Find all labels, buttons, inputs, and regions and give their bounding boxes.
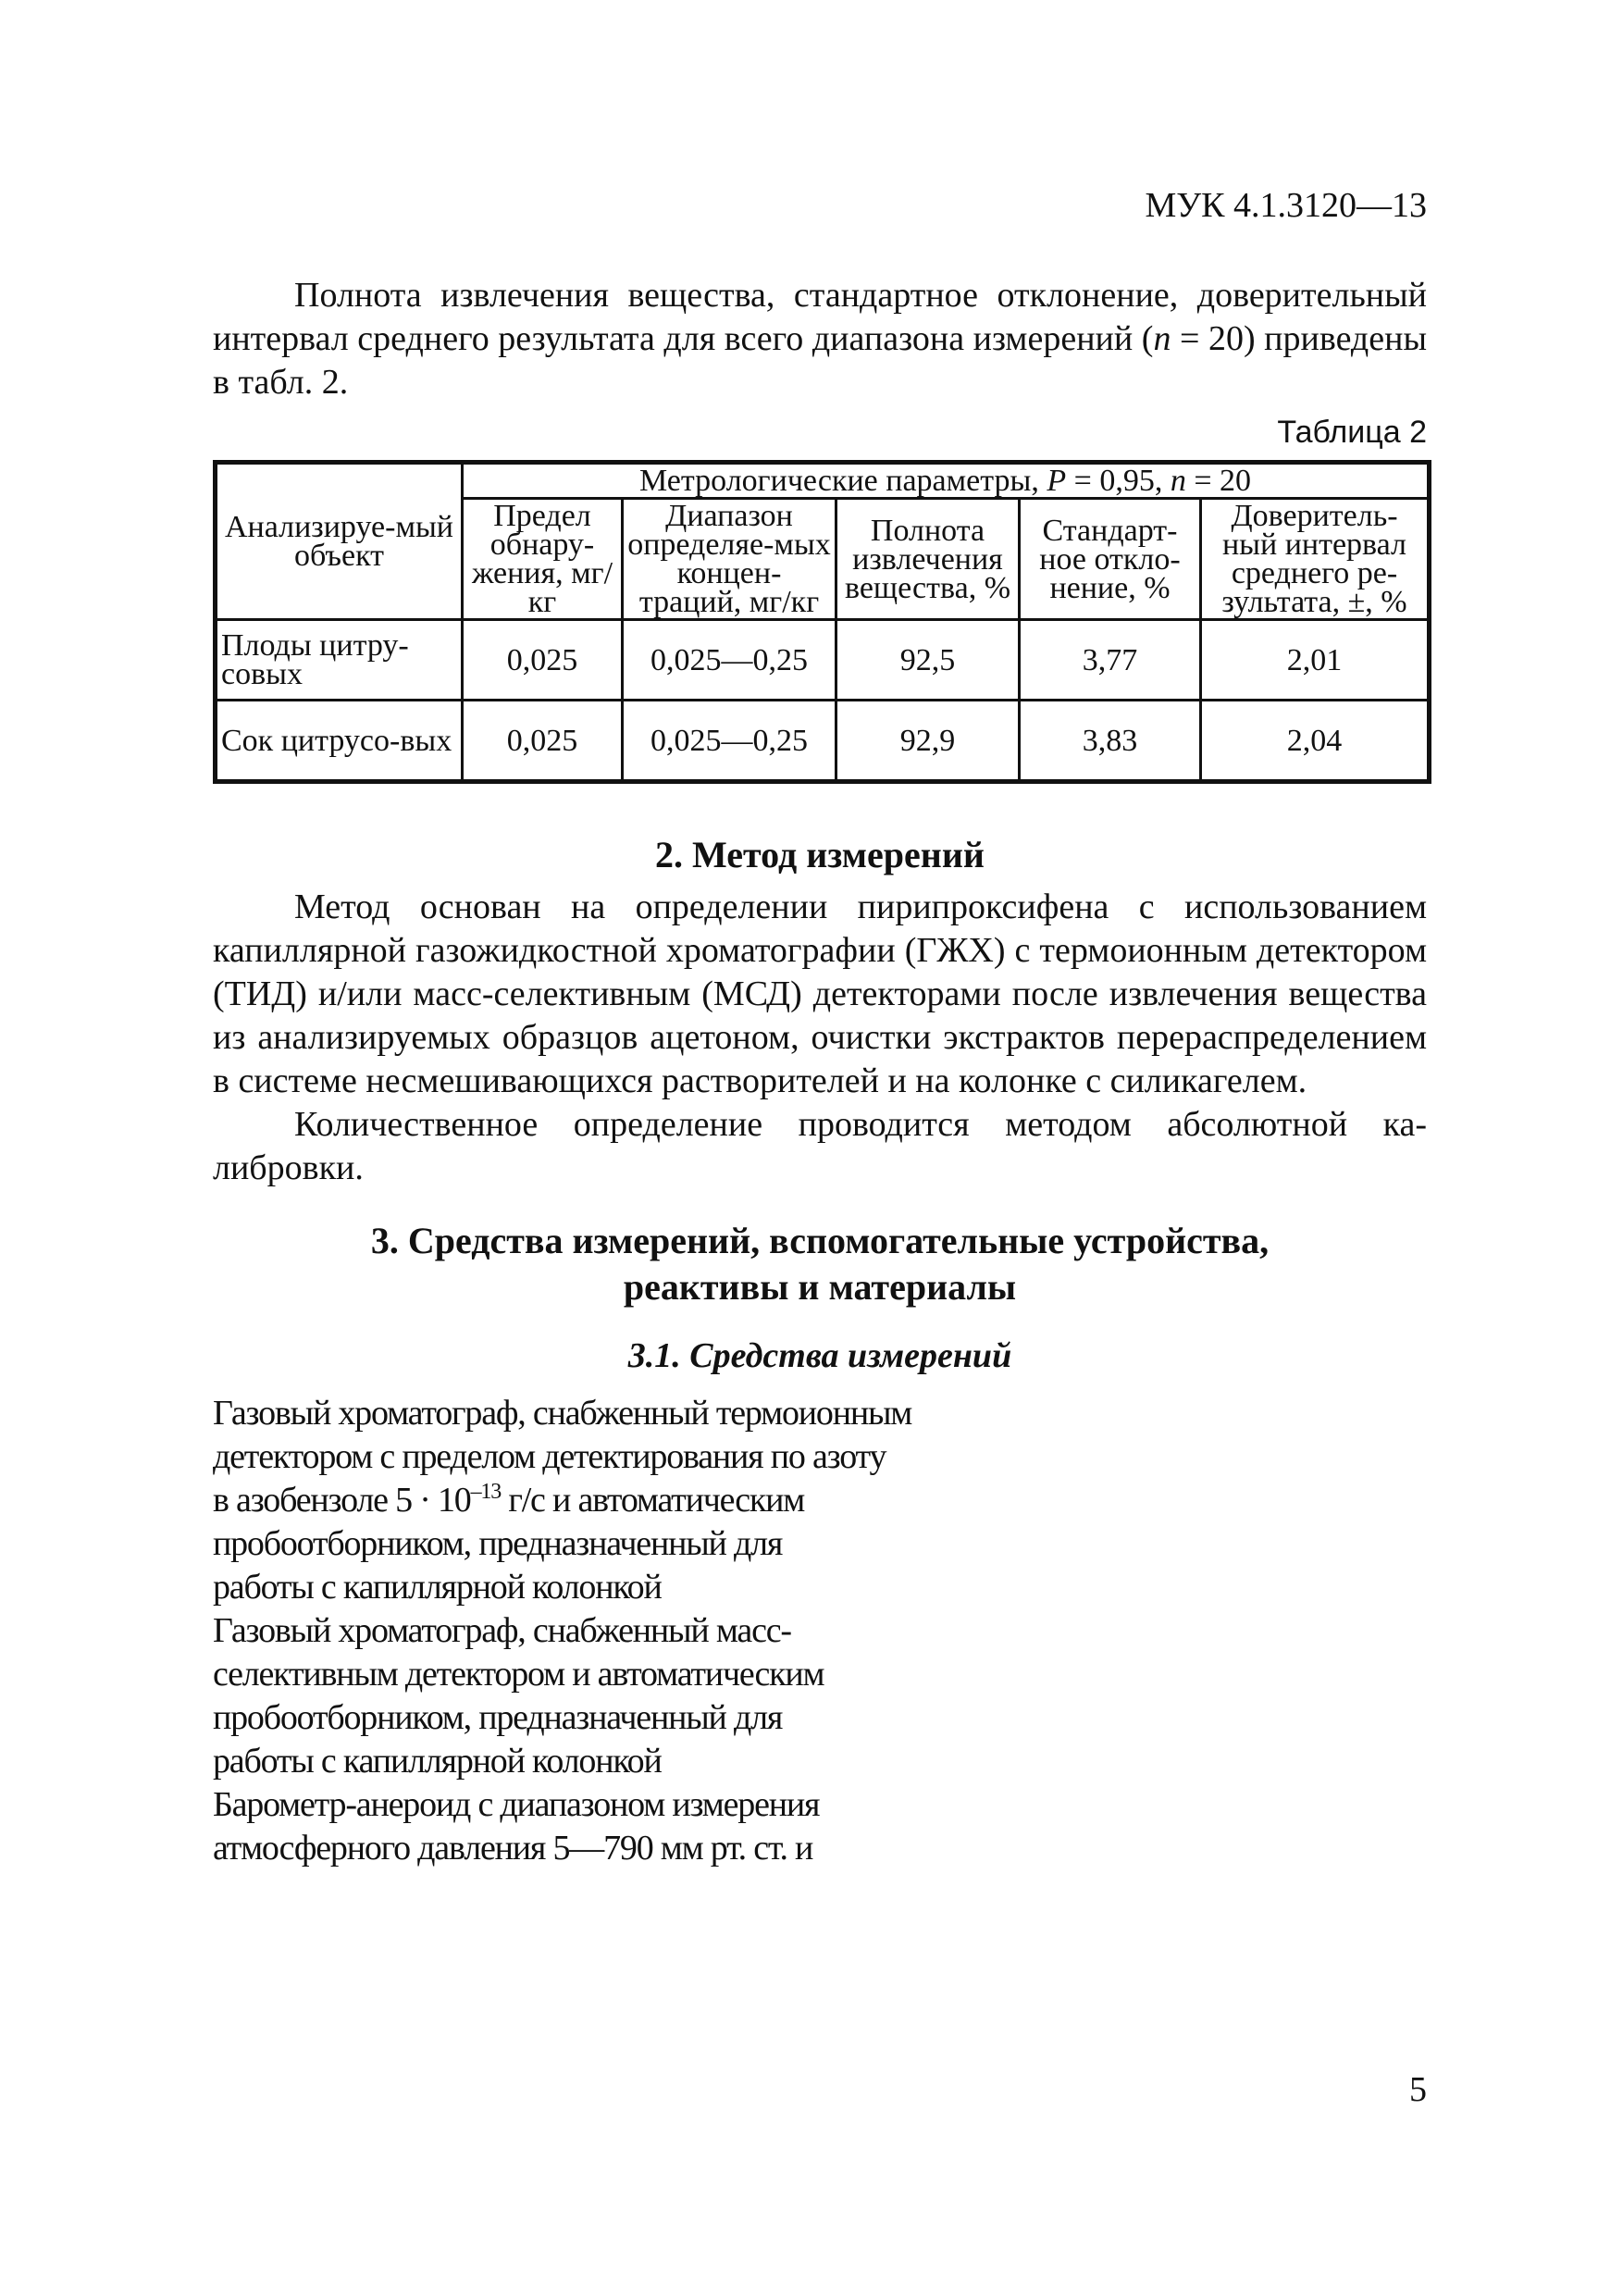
cell-object: Плоды цитру-совых (216, 620, 463, 701)
list-item: Газовый хроматограф, снабженный термоионным детектором с пределом детектирования по азоту в азобензоле $5 \cdot 10^{-13}$ г/с и автоматическим пробоотборником, предназначенный для работы с капиллярной колонкой (213, 1394, 912, 1607)
cell-value: 0,025 (463, 620, 623, 701)
cell-value: 3,77 (1020, 620, 1201, 701)
list-item: Газовый хроматограф, снабженный масс- селективным детектором и автоматическим пробоотборником, предназначенный для работы с капиллярной колонкой (213, 1611, 824, 1781)
table-caption: Таблица 2 (1277, 415, 1427, 450)
header-range: Диапазон определяе-мых концен-траций, мг/кг (623, 499, 836, 620)
cell-value: 92,9 (836, 701, 1020, 782)
header-object: Анализируе-мый объект (216, 463, 463, 620)
cell-value: 0,025 (463, 701, 623, 782)
cell-value: 92,5 (836, 620, 1020, 701)
cell-value: 0,025—0,25 (623, 701, 836, 782)
metrology-table (213, 460, 1431, 784)
cell-object: Сок цитрусо-вых (216, 701, 463, 782)
cell-value: 2,01 (1201, 620, 1430, 701)
instrument-list (213, 1392, 1027, 1870)
section-3-title: 3. Средства измерений, вспомогательные устройства, реактивы и материалы (370, 1220, 1270, 1308)
table-row (216, 701, 1430, 782)
cell-value: 2,04 (1201, 701, 1430, 782)
header-std-dev: Стандарт-ное откло-нение, % (1020, 499, 1201, 620)
cell-value: 0,025—0,25 (623, 620, 836, 701)
page-content (213, 274, 1427, 1870)
header-group: Метрологические параметры, P = 0,95, n = 20 (463, 463, 1430, 499)
header-detection-limit: Предел обнару-жения, мг/кг (463, 499, 623, 620)
intro-paragraph: Полнота извлечения вещества, стандартное отклонение, доверительный интервал среднего результата для всего диапазона измерений (n = 20) приведены в табл. 2. (213, 276, 1427, 402)
section-2-paragraph: Количественное определение проводится методом абсолютной калибровки. (213, 1105, 1427, 1187)
section-2-paragraph: Метод основан на определении пирипроксифена с использованием капиллярной газожидкостной хроматографии (ГЖХ) с термоионным детектором (ТИД) и/или масс-селективным (МСД) детекторами после извлечения вещества из анализируемых образцов ацетоном, очистки экстрактов перераспределением в системе несмешивающихся растворителей и на колонке с силикагелем. (213, 887, 1427, 1100)
document-code: МУК 4.1.3120—13 (1145, 186, 1427, 225)
cell-value: 3,83 (1020, 701, 1201, 782)
section-2-title: 2. Метод измерений (655, 834, 985, 875)
table-row (216, 620, 1430, 701)
header-confidence: Доверитель-ный интервал среднего ре-зультата, ±, % (1201, 499, 1430, 620)
page-number: 5 (1409, 2070, 1427, 2109)
list-item: Барометр-анероид с диапазоном измерения атмосферного давления 5—790 мм рт. ст. и (213, 1785, 820, 1868)
subsection-3-1-title: 3.1. Средства измерений (627, 1336, 1012, 1375)
header-recovery: Полнота извлечения вещества, % (836, 499, 1020, 620)
